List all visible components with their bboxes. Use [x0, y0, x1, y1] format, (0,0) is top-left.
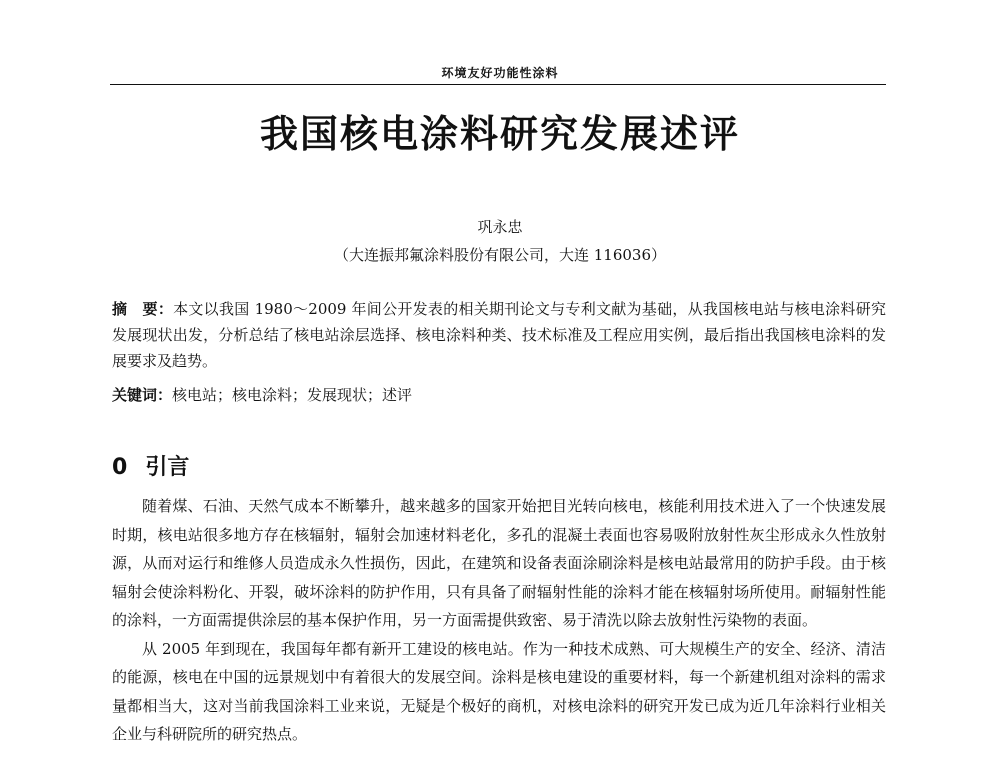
body-text	[112, 492, 886, 749]
abstract-label: 摘 要：	[112, 300, 174, 318]
keywords-text: 核电站；核电涂料；发展现状；述评	[172, 386, 413, 404]
paper-title: 我国核电涂料研究发展述评	[259, 112, 740, 156]
header-rule	[110, 84, 886, 85]
keywords	[112, 382, 886, 408]
paragraph: 随着煤、石油、天然气成本不断攀升，越来越多的国家开始把目光转向核电，核能利用技术进入了一个快速发展时期，核电站很多地方存在核辐射，辐射会加速材料老化，多孔的混凝土表面也容易吸附放射性灰尘形成永久性放射源，从而对运行和维修人员造成永久性损伤，因此，在建筑和设备表面涂刷涂料是核电站最常用的防护手段。由于核辐射会使涂料粉化、开裂，破坏涂料的防护作用，只有具备了耐辐射性能的涂料才能在核辐射场所使用。耐辐射性能的涂料，一方面需提供涂层的基本保护作用，另一方面需提供致密、易于清洗以除去放射性污染物的表面。	[112, 497, 886, 629]
section-title: 引言	[145, 455, 190, 480]
running-header: 环境友好功能性涂料	[441, 66, 559, 80]
abstract-text: 本文以我国 1980～2009 年间公开发表的相关期刊论文与专利文献为基础，从我国核电站与核电涂料研究发展现状出发，分析总结了核电站涂层选择、核电涂料种类、技术标准及工程应用实例，最后指出我国核电涂料的发展要求及趋势。	[112, 300, 886, 370]
paragraph: 从 2005 年到现在，我国每年都有新开工建设的核电站。作为一种技术成熟、可大规模生产的安全、经济、清洁的能源，核电在中国的远景规划中有着很大的发展空间。涂料是核电建设的重要材料，每一个新建机组对涂料的需求量都相当大，这对当前我国涂料工业来说，无疑是个极好的商机，对核电涂料的研究开发已成为近几年涂料行业相关企业与科研院所的研究热点。	[112, 639, 886, 743]
author-name: 巩永忠	[477, 218, 523, 236]
author-affiliation: （大连振邦氟涂料股份有限公司，大连 116036）	[333, 246, 667, 264]
section-number: 0	[112, 455, 128, 480]
section-heading	[112, 450, 189, 481]
abstract	[112, 296, 886, 374]
keywords-label: 关键词：	[112, 386, 173, 404]
